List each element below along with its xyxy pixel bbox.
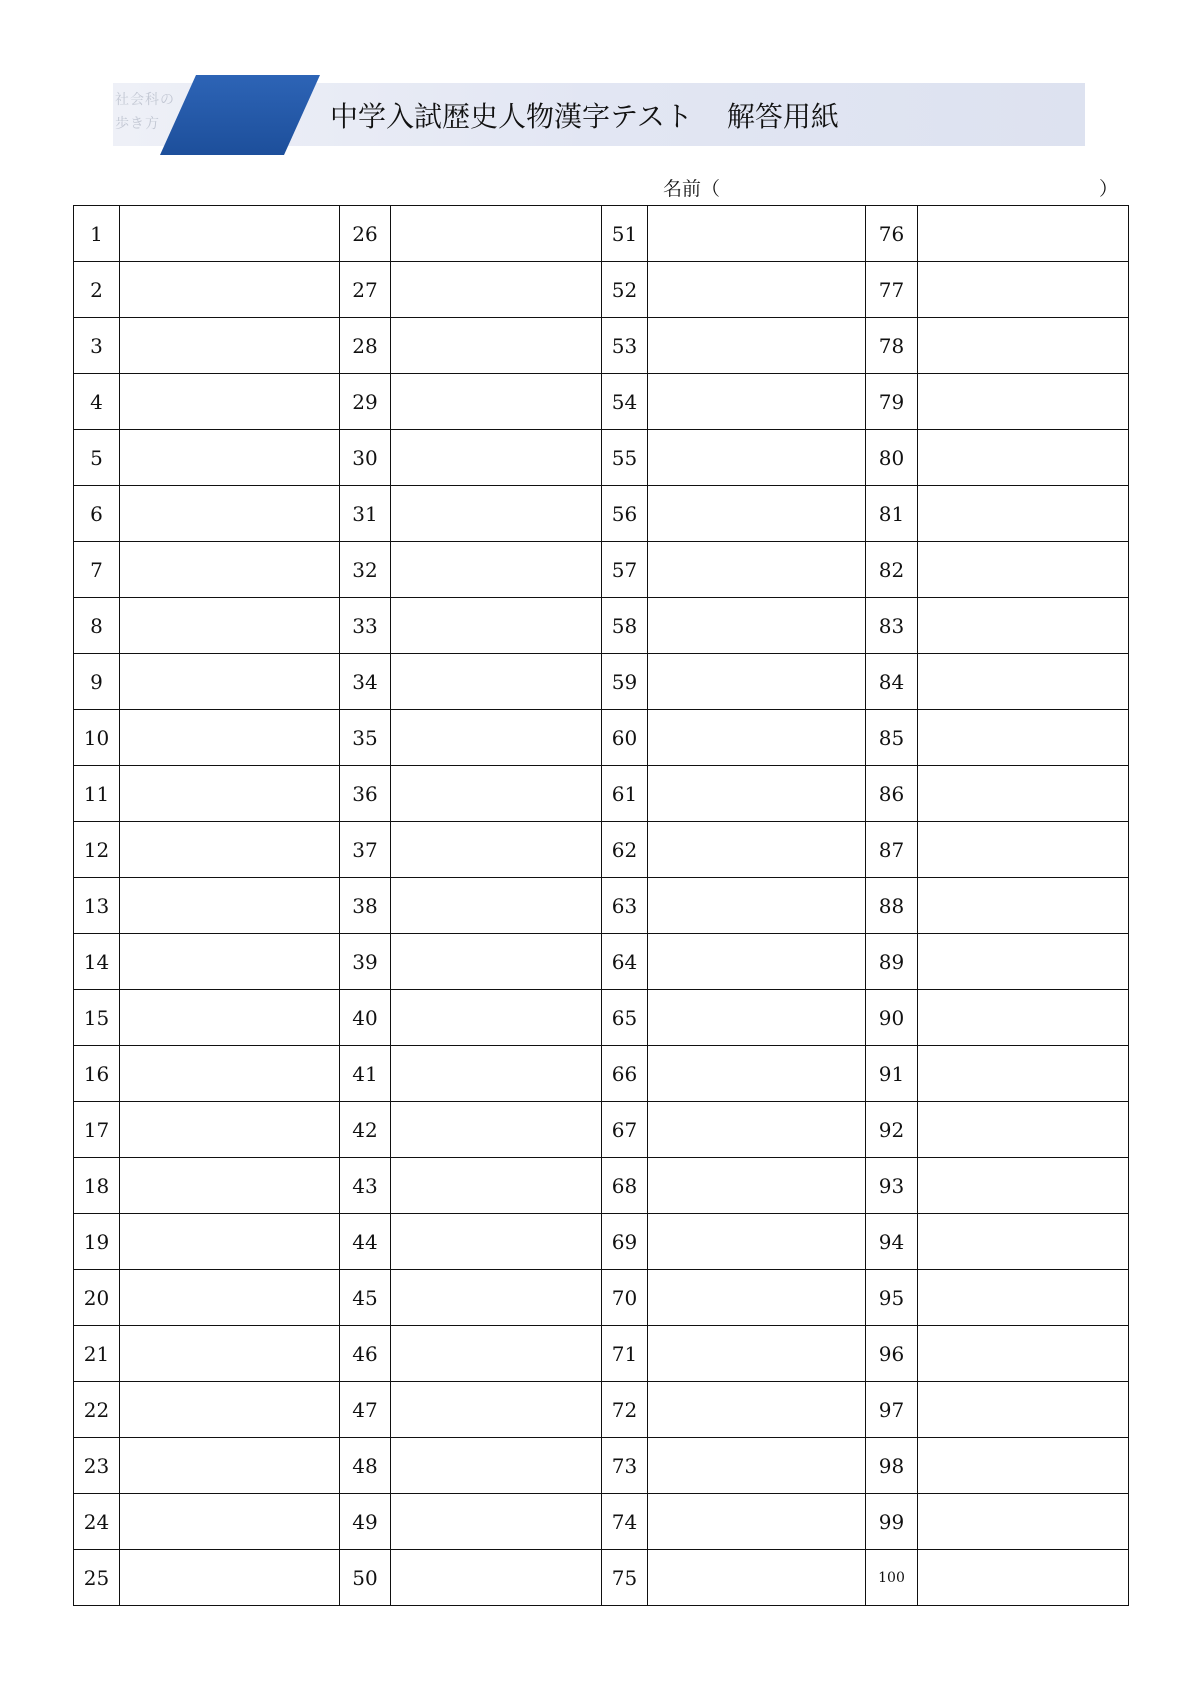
answer-cell[interactable] <box>391 1102 602 1158</box>
answer-cell[interactable] <box>918 430 1129 486</box>
question-number: 86 <box>866 766 918 822</box>
answer-cell[interactable] <box>918 1382 1129 1438</box>
answer-cell[interactable] <box>918 934 1129 990</box>
answer-cell[interactable] <box>918 542 1129 598</box>
question-number: 81 <box>866 486 918 542</box>
table-row <box>74 206 1129 262</box>
question-number: 71 <box>602 1326 648 1382</box>
question-number: 33 <box>340 598 391 654</box>
answer-cell[interactable] <box>648 262 866 318</box>
answer-cell[interactable] <box>918 486 1129 542</box>
answer-cell[interactable] <box>648 598 866 654</box>
table-row <box>74 1158 1129 1214</box>
question-number: 25 <box>74 1550 120 1606</box>
answer-cell[interactable] <box>648 1550 866 1606</box>
question-number: 15 <box>74 990 120 1046</box>
question-number: 7 <box>74 542 120 598</box>
question-number: 8 <box>74 598 120 654</box>
question-number: 41 <box>340 1046 391 1102</box>
answer-cell[interactable] <box>120 1046 340 1102</box>
answer-cell[interactable] <box>648 1270 866 1326</box>
table-row <box>74 374 1129 430</box>
table-row <box>74 1494 1129 1550</box>
table-row <box>74 1270 1129 1326</box>
answer-cell[interactable] <box>391 1270 602 1326</box>
question-number: 27 <box>340 262 391 318</box>
question-number: 54 <box>602 374 648 430</box>
question-number: 90 <box>866 990 918 1046</box>
question-number: 82 <box>866 542 918 598</box>
answer-cell[interactable] <box>120 430 340 486</box>
answer-cell[interactable] <box>391 598 602 654</box>
question-number: 72 <box>602 1382 648 1438</box>
table-row <box>74 1214 1129 1270</box>
answer-cell[interactable] <box>120 374 340 430</box>
question-number: 73 <box>602 1438 648 1494</box>
question-number: 37 <box>340 822 391 878</box>
table-row <box>74 934 1129 990</box>
answer-cell[interactable] <box>648 934 866 990</box>
question-number: 44 <box>340 1214 391 1270</box>
answer-cell[interactable] <box>391 374 602 430</box>
answer-cell[interactable] <box>918 262 1129 318</box>
answer-cell[interactable] <box>648 1102 866 1158</box>
table-row <box>74 990 1129 1046</box>
table-row <box>74 262 1129 318</box>
question-number: 43 <box>340 1158 391 1214</box>
table-row <box>74 1382 1129 1438</box>
answer-cell[interactable] <box>918 598 1129 654</box>
question-number: 88 <box>866 878 918 934</box>
question-number: 16 <box>74 1046 120 1102</box>
question-number: 46 <box>340 1326 391 1382</box>
question-number: 4 <box>74 374 120 430</box>
question-number: 38 <box>340 878 391 934</box>
answer-cell[interactable] <box>391 1214 602 1270</box>
question-number: 84 <box>866 654 918 710</box>
question-number: 87 <box>866 822 918 878</box>
answer-cell[interactable] <box>648 206 866 262</box>
question-number: 48 <box>340 1438 391 1494</box>
question-number: 23 <box>74 1438 120 1494</box>
answer-cell[interactable] <box>120 710 340 766</box>
question-number: 75 <box>602 1550 648 1606</box>
question-number: 78 <box>866 318 918 374</box>
question-number: 32 <box>340 542 391 598</box>
question-number: 53 <box>602 318 648 374</box>
answer-cell[interactable] <box>918 1046 1129 1102</box>
answer-cell[interactable] <box>120 486 340 542</box>
answer-cell[interactable] <box>391 766 602 822</box>
question-number: 100 <box>866 1550 918 1606</box>
question-number: 9 <box>74 654 120 710</box>
answer-cell[interactable] <box>918 1158 1129 1214</box>
answer-cell[interactable] <box>391 318 602 374</box>
answer-cell[interactable] <box>120 1438 340 1494</box>
answer-cell[interactable] <box>918 1214 1129 1270</box>
question-number: 69 <box>602 1214 648 1270</box>
answer-cell[interactable] <box>391 486 602 542</box>
question-number: 96 <box>866 1326 918 1382</box>
table-row <box>74 430 1129 486</box>
answer-cell[interactable] <box>391 822 602 878</box>
answer-cell[interactable] <box>391 542 602 598</box>
answer-cell[interactable] <box>648 1494 866 1550</box>
answer-cell[interactable] <box>918 1550 1129 1606</box>
answer-cell[interactable] <box>391 1438 602 1494</box>
question-number: 65 <box>602 990 648 1046</box>
table-row <box>74 822 1129 878</box>
question-number: 19 <box>74 1214 120 1270</box>
question-number: 89 <box>866 934 918 990</box>
answer-cell[interactable] <box>391 1494 602 1550</box>
question-number: 80 <box>866 430 918 486</box>
answer-cell[interactable] <box>918 1326 1129 1382</box>
question-number: 17 <box>74 1102 120 1158</box>
answer-cell[interactable] <box>391 206 602 262</box>
table-row <box>74 1326 1129 1382</box>
question-number: 52 <box>602 262 648 318</box>
question-number: 98 <box>866 1438 918 1494</box>
name-label: 名前（ <box>663 178 721 200</box>
answer-cell[interactable] <box>391 262 602 318</box>
question-number: 49 <box>340 1494 391 1550</box>
page-title <box>330 95 839 135</box>
answer-cell[interactable] <box>391 1046 602 1102</box>
answer-cell[interactable] <box>120 654 340 710</box>
table-row <box>74 710 1129 766</box>
table-row <box>74 766 1129 822</box>
question-number: 92 <box>866 1102 918 1158</box>
question-number: 56 <box>602 486 648 542</box>
question-number: 21 <box>74 1326 120 1382</box>
answer-cell[interactable] <box>120 822 340 878</box>
answer-cell[interactable] <box>648 878 866 934</box>
question-number: 14 <box>74 934 120 990</box>
question-number: 11 <box>74 766 120 822</box>
answer-cell[interactable] <box>120 318 340 374</box>
answer-cell[interactable] <box>648 1046 866 1102</box>
answer-cell[interactable] <box>648 1326 866 1382</box>
question-number: 34 <box>340 654 391 710</box>
answer-cell[interactable] <box>918 1102 1129 1158</box>
answer-cell[interactable] <box>918 878 1129 934</box>
question-number: 39 <box>340 934 391 990</box>
answer-cell[interactable] <box>391 1550 602 1606</box>
answer-cell[interactable] <box>120 766 340 822</box>
question-number: 57 <box>602 542 648 598</box>
answer-cell[interactable] <box>391 878 602 934</box>
answer-cell[interactable] <box>918 374 1129 430</box>
answer-cell[interactable] <box>918 710 1129 766</box>
answer-cell[interactable] <box>918 1270 1129 1326</box>
question-number: 83 <box>866 598 918 654</box>
question-number: 74 <box>602 1494 648 1550</box>
logo-line-2: 歩き方 <box>115 116 160 132</box>
table-row <box>74 542 1129 598</box>
answer-cell[interactable] <box>120 934 340 990</box>
answer-cell[interactable] <box>120 1102 340 1158</box>
answer-cell[interactable] <box>918 206 1129 262</box>
name-field <box>663 174 1118 201</box>
answer-cell[interactable] <box>391 430 602 486</box>
answer-cell[interactable] <box>648 654 866 710</box>
answer-cell[interactable] <box>918 822 1129 878</box>
question-number: 60 <box>602 710 648 766</box>
answer-cell[interactable] <box>918 1494 1129 1550</box>
question-number: 55 <box>602 430 648 486</box>
answer-cell[interactable] <box>391 1382 602 1438</box>
answer-cell[interactable] <box>918 654 1129 710</box>
answer-cell[interactable] <box>120 1494 340 1550</box>
answer-cell[interactable] <box>918 1438 1129 1494</box>
answer-cell[interactable] <box>120 1158 340 1214</box>
question-number: 76 <box>866 206 918 262</box>
answer-cell[interactable] <box>648 374 866 430</box>
answer-cell[interactable] <box>918 766 1129 822</box>
question-number: 28 <box>340 318 391 374</box>
answer-cell[interactable] <box>648 486 866 542</box>
question-number: 18 <box>74 1158 120 1214</box>
question-number: 22 <box>74 1382 120 1438</box>
question-number: 79 <box>866 374 918 430</box>
question-number: 70 <box>602 1270 648 1326</box>
question-number: 91 <box>866 1046 918 1102</box>
answer-cell[interactable] <box>391 1158 602 1214</box>
table-row <box>74 654 1129 710</box>
question-number: 94 <box>866 1214 918 1270</box>
table-row <box>74 1438 1129 1494</box>
answer-cell[interactable] <box>918 990 1129 1046</box>
question-number: 77 <box>866 262 918 318</box>
answer-cell[interactable] <box>648 822 866 878</box>
answer-cell[interactable] <box>391 934 602 990</box>
question-number: 61 <box>602 766 648 822</box>
question-number: 85 <box>866 710 918 766</box>
answer-cell[interactable] <box>391 654 602 710</box>
name-close-paren: ） <box>1098 178 1118 200</box>
answer-cell[interactable] <box>120 1326 340 1382</box>
title-main: 中学入試歴史人物漢字テスト <box>330 100 693 133</box>
answer-cell[interactable] <box>648 318 866 374</box>
question-number: 63 <box>602 878 648 934</box>
answer-cell[interactable] <box>648 766 866 822</box>
title-sub: 解答用紙 <box>726 100 839 133</box>
answer-cell[interactable] <box>120 598 340 654</box>
answer-cell[interactable] <box>120 542 340 598</box>
answer-cell[interactable] <box>120 878 340 934</box>
question-number: 50 <box>340 1550 391 1606</box>
question-number: 62 <box>602 822 648 878</box>
question-number: 58 <box>602 598 648 654</box>
question-number: 6 <box>74 486 120 542</box>
question-number: 24 <box>74 1494 120 1550</box>
question-number: 45 <box>340 1270 391 1326</box>
question-number: 67 <box>602 1102 648 1158</box>
answer-cell[interactable] <box>648 430 866 486</box>
table-row <box>74 486 1129 542</box>
question-number: 3 <box>74 318 120 374</box>
table-row <box>74 598 1129 654</box>
question-number: 97 <box>866 1382 918 1438</box>
answer-cell[interactable] <box>648 1382 866 1438</box>
question-number: 13 <box>74 878 120 934</box>
question-number: 68 <box>602 1158 648 1214</box>
answer-cell[interactable] <box>391 710 602 766</box>
answer-cell[interactable] <box>648 542 866 598</box>
question-number: 64 <box>602 934 648 990</box>
answer-cell[interactable] <box>120 262 340 318</box>
logo-line-1: 社会科の <box>115 92 175 108</box>
question-number: 30 <box>340 430 391 486</box>
question-number: 1 <box>74 206 120 262</box>
question-number: 95 <box>866 1270 918 1326</box>
question-number: 47 <box>340 1382 391 1438</box>
answer-cell[interactable] <box>391 1326 602 1382</box>
answer-cell[interactable] <box>918 318 1129 374</box>
question-number: 2 <box>74 262 120 318</box>
question-number: 12 <box>74 822 120 878</box>
question-number: 51 <box>602 206 648 262</box>
table-row <box>74 1046 1129 1102</box>
question-number: 5 <box>74 430 120 486</box>
answer-cell[interactable] <box>120 1382 340 1438</box>
question-number: 31 <box>340 486 391 542</box>
table-row <box>74 1550 1129 1606</box>
question-number: 26 <box>340 206 391 262</box>
question-number: 20 <box>74 1270 120 1326</box>
table-row <box>74 1102 1129 1158</box>
answer-table-body <box>74 206 1129 1606</box>
question-number: 93 <box>866 1158 918 1214</box>
question-number: 35 <box>340 710 391 766</box>
answer-cell[interactable] <box>648 1438 866 1494</box>
question-number: 42 <box>340 1102 391 1158</box>
table-row <box>74 318 1129 374</box>
question-number: 40 <box>340 990 391 1046</box>
answer-cell[interactable] <box>648 1214 866 1270</box>
question-number: 29 <box>340 374 391 430</box>
answer-cell[interactable] <box>391 990 602 1046</box>
question-number: 10 <box>74 710 120 766</box>
answer-cell[interactable] <box>648 990 866 1046</box>
answer-cell[interactable] <box>120 990 340 1046</box>
question-number: 36 <box>340 766 391 822</box>
answer-cell[interactable] <box>648 1158 866 1214</box>
answer-cell[interactable] <box>648 710 866 766</box>
header-accent-shape <box>160 75 320 155</box>
table-row <box>74 878 1129 934</box>
answer-cell[interactable] <box>120 1550 340 1606</box>
answer-cell[interactable] <box>120 1214 340 1270</box>
question-number: 66 <box>602 1046 648 1102</box>
question-number: 99 <box>866 1494 918 1550</box>
answer-cell[interactable] <box>120 206 340 262</box>
answer-cell[interactable] <box>120 1270 340 1326</box>
question-number: 59 <box>602 654 648 710</box>
answer-table <box>73 205 1129 1606</box>
